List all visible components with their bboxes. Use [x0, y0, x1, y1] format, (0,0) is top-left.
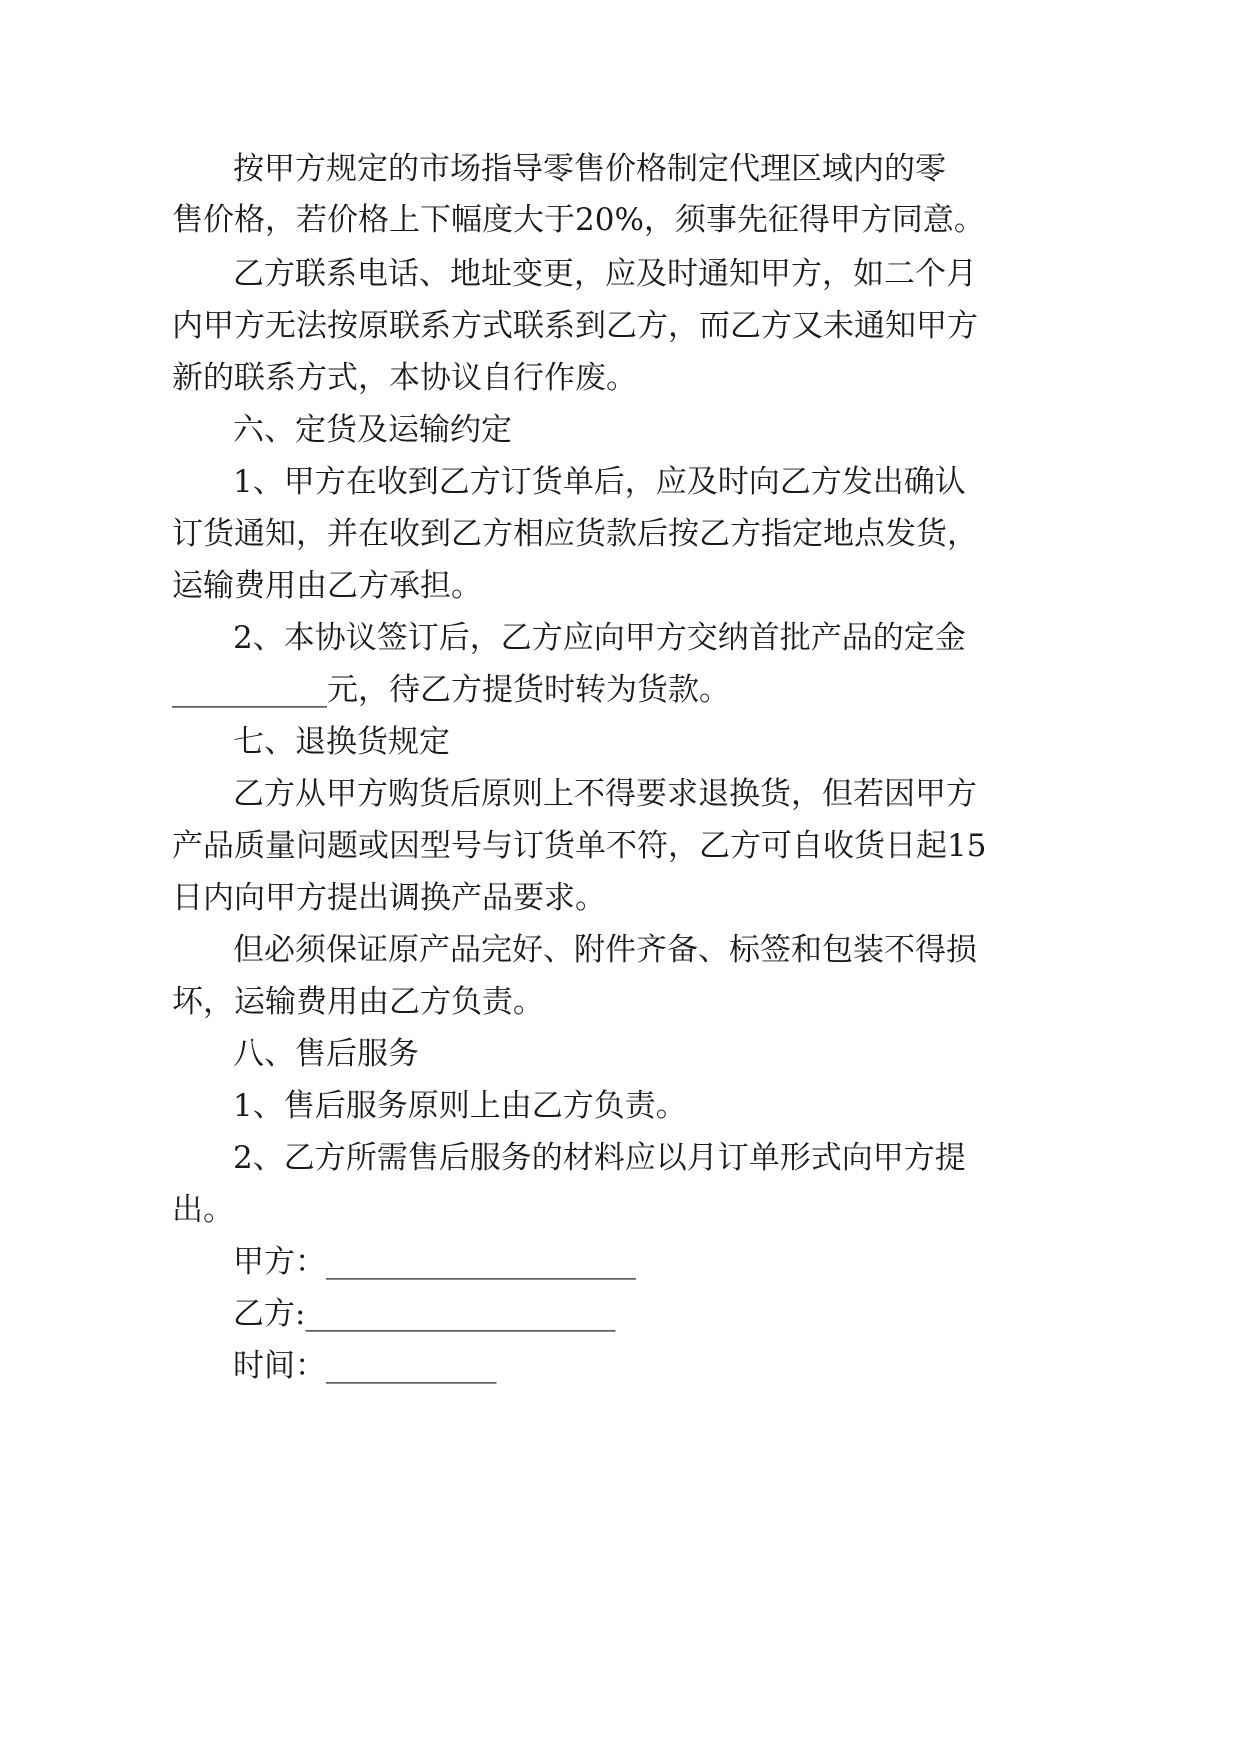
text-line-19: 1、售后服务原则上由乙方负责。 [233, 1088, 687, 1124]
text-line-21: 出。 [172, 1192, 234, 1228]
text-line-3: 乙方联系电话、地址变更，应及时通知甲方，如二个月 [233, 256, 977, 292]
text-line-11: __________元，待乙方提货时转为货款。 [172, 672, 730, 708]
text-line-8: 订货通知，并在收到乙方相应货款后按乙方指定地点发货， [172, 516, 978, 552]
text-line-20: 2、乙方所需售后服务的材料应以月订单形式向甲方提 [233, 1140, 966, 1176]
text-line-17: 坏，运输费用由乙方负责。 [172, 984, 544, 1020]
text-line-1: 按甲方规定的市场指导零售价格制定代理区域内的零 [233, 151, 946, 187]
section-heading-8: 八、售后服务 [233, 1036, 419, 1072]
text-line-4: 内甲方无法按原联系方式联系到乙方，而乙方又未通知甲方 [172, 308, 978, 344]
text-line-5: 新的联系方式，本协议自行作废。 [172, 360, 637, 396]
signature-party-b: 乙方:____________________ [233, 1296, 616, 1332]
text-line-2: 售价格，若价格上下幅度大于20%，须事先征得甲方同意。 [172, 202, 985, 238]
text-line-9: 运输费用由乙方承担。 [172, 568, 482, 604]
text-line-10: 2、本协议签订后，乙方应向甲方交纳首批产品的定金 [233, 620, 966, 656]
signature-party-a: 甲方：____________________ [233, 1244, 636, 1280]
signature-date: 时间：___________ [233, 1348, 497, 1384]
text-line-13: 乙方从甲方购货后原则上不得要求退换货，但若因甲方 [233, 776, 977, 812]
text-line-7: 1、甲方在收到乙方订货单后，应及时向乙方发出确认 [233, 464, 966, 500]
text-line-15: 日内向甲方提出调换产品要求。 [172, 880, 606, 916]
text-line-16: 但必须保证原产品完好、附件齐备、标签和包装不得损 [233, 932, 977, 968]
section-heading-6: 六、定货及运输约定 [233, 412, 512, 448]
text-line-14: 产品质量问题或因型号与订货单不符，乙方可自收货日起15 [172, 828, 987, 864]
section-heading-7: 七、退换货规定 [233, 724, 450, 760]
